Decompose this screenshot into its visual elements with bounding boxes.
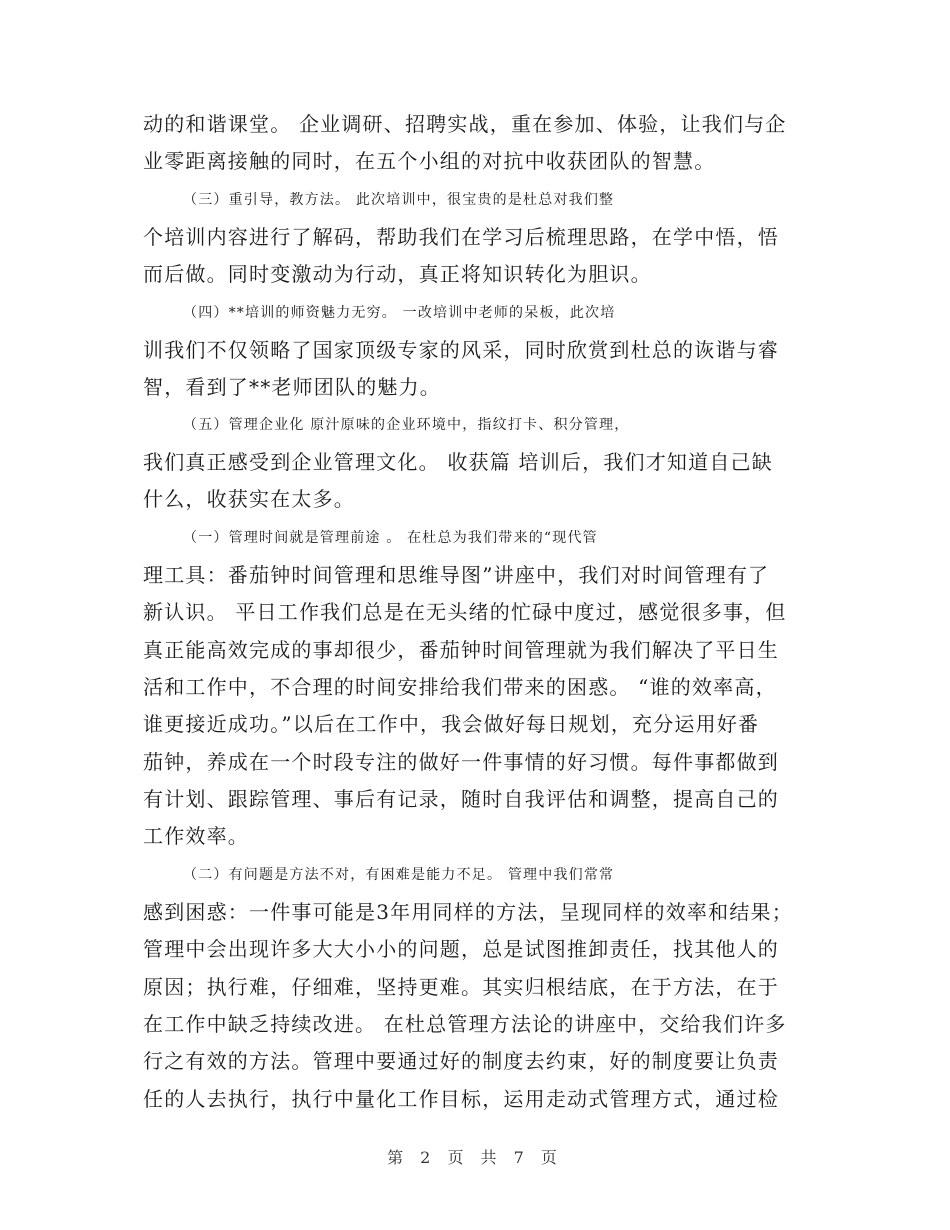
text-line: 任的人去执行，执行中量化工作目标，运用走动式管理方式，通过检 xyxy=(143,1087,779,1111)
text-line: 业零距离接触的同时，在五个小组的对抗中收获团队的智慧。 xyxy=(143,149,716,173)
text-line: 而后做。同时变激动为行动，真正将知识转化为胆识。 xyxy=(143,262,652,286)
text-line: 谁更接近成功。”以后在工作中，我会做好每日规划，充分运用好番 xyxy=(143,712,760,736)
paragraph-heading: （五）管理企业化 原汁原味的企业环境中，指纹打卡、积分管理， xyxy=(183,417,630,433)
text-line: 在工作中缺乏持续改进。 在杜总管理方法论的讲座中，交给我们许多 xyxy=(143,1012,787,1036)
paragraph-heading: （一）管理时间就是管理前途 。 在杜总为我们带来的“现代管 xyxy=(183,530,598,546)
text-line: 活和工作中，不合理的时间安排给我们带来的困惑。 “谁的效率高， xyxy=(143,675,777,699)
text-line: 行之有效的方法。管理中要通过好的制度去约束，好的制度要让负责 xyxy=(143,1049,779,1073)
text-line: 真正能高效完成的事却很少，番茄钟时间管理就为我们解决了平日生 xyxy=(143,638,779,662)
text-line: 智，看到了**老师团队的魅力。 xyxy=(143,375,441,399)
text-line: 原因；执行难，仔细难，坚持更难。其实归根结底，在于方法，在于 xyxy=(143,975,779,999)
page-number-footer: 第 2 页 共 7 页 xyxy=(387,1148,563,1167)
text-line: 感到困惑：一件事可能是3年用同样的方法，呈现同样的效率和结果； xyxy=(143,900,793,924)
text-line: 管理中会出现许多大大小小的问题，总是试图推卸责任，找其他人的 xyxy=(143,937,779,961)
paragraph-heading: （四）**培训的师资魅力无穷。 一改培训中老师的呆板，此次培 xyxy=(183,305,616,321)
paragraph-heading: （三）重引导，教方法。 此次培训中，很宝贵的是杜总对我们整 xyxy=(183,192,615,208)
text-line: 茄钟，养成在一个时段专注的做好一件事情的好习惯。每件事都做到 xyxy=(143,750,779,774)
paragraph-heading: （二）有问题是方法不对，有困难是能力不足。 管理中我们常常 xyxy=(183,867,615,883)
text-line: 新认识。 平日工作我们总是在无头绪的忙碌中度过，感觉很多事，但 xyxy=(143,600,787,624)
text-line: 训我们不仅领略了国家顶级专家的风采，同时欣赏到杜总的诙谐与睿 xyxy=(143,338,779,362)
text-line: 有计划、跟踪管理、事后有记录，随时自我评估和调整，提高自己的 xyxy=(143,787,779,811)
text-line: 个培训内容进行了解码，帮助我们在学习后梳理思路，在学中悟，悟 xyxy=(143,225,779,249)
text-line: 动的和谐课堂。 企业调研、招聘实战，重在参加、体验，让我们与企 xyxy=(143,112,787,136)
text-line: 工作效率。 xyxy=(143,824,249,848)
text-line: 什么，收获实在太多。 xyxy=(143,487,355,511)
text-line: 我们真正感受到企业管理文化。 收获篇 培训后，我们才知道自己缺 xyxy=(143,450,773,474)
text-line: 理工具：番茄钟时间管理和思维导图”讲座中，我们对时间管理有了 xyxy=(143,563,770,587)
